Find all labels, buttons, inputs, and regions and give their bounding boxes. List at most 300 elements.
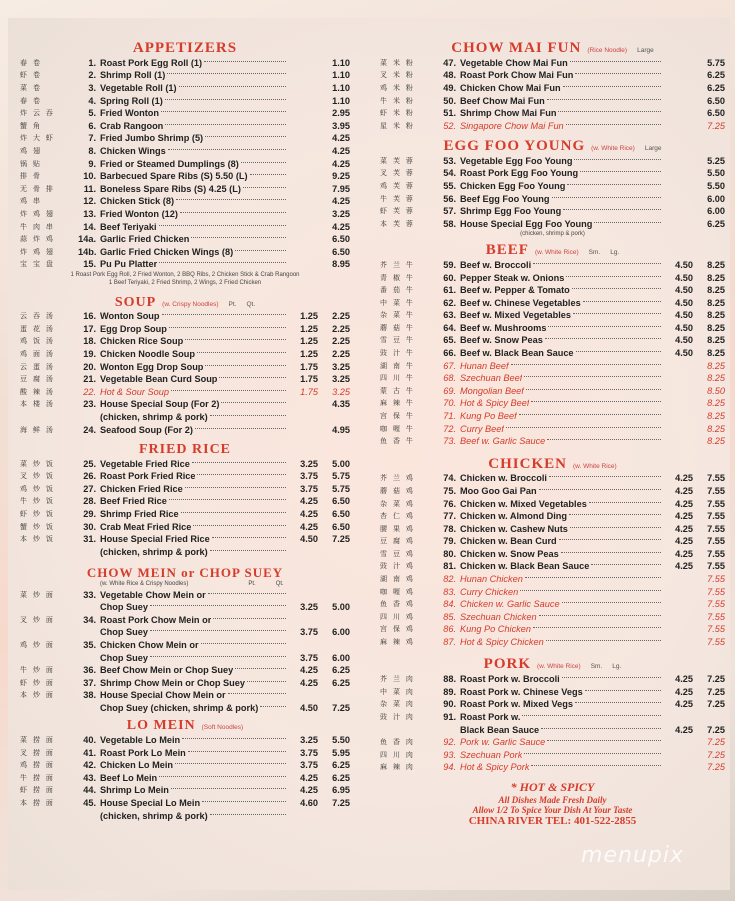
price-small: 4.25 bbox=[675, 699, 693, 710]
price-large: 7.55 bbox=[707, 511, 725, 522]
item-number: 74. bbox=[443, 473, 456, 484]
item-number: 82. bbox=[443, 574, 456, 585]
menu-item-beef bbox=[380, 309, 725, 322]
item-number: 30. bbox=[83, 521, 96, 532]
item-name: House Special Egg Foo Young bbox=[460, 218, 593, 229]
chinese-name: 咖 喱 牛 bbox=[380, 425, 415, 433]
item-number: 78. bbox=[443, 523, 456, 534]
chinese-name: 雪 豆 鸡 bbox=[380, 550, 415, 558]
menu-item-chicken bbox=[380, 623, 725, 636]
leader-dots bbox=[559, 539, 661, 540]
chinese-name: 虾 芙 蓉 bbox=[380, 208, 415, 216]
item-number: 21. bbox=[83, 374, 96, 385]
leader-dots bbox=[547, 439, 661, 440]
menu-item-fried-rice bbox=[20, 520, 350, 533]
chinese-name: 宝 宝 盘 bbox=[20, 261, 55, 269]
leader-dots bbox=[191, 237, 286, 238]
menu-item-chicken bbox=[380, 585, 725, 598]
leader-dots bbox=[594, 222, 661, 223]
item-number: 5. bbox=[88, 108, 96, 119]
item-name: Egg Drop Soup bbox=[100, 323, 167, 334]
item-name: Moo Goo Gai Pan bbox=[460, 485, 537, 496]
menu-item-appetizers bbox=[20, 132, 350, 145]
item-name: Chicken Rice Soup bbox=[100, 336, 184, 347]
price-large: 2.25 bbox=[332, 311, 350, 322]
price-large: 7.25 bbox=[332, 534, 350, 545]
leader-dots bbox=[548, 326, 661, 327]
leader-dots bbox=[531, 765, 661, 766]
menu-item-fried-rice bbox=[20, 457, 350, 470]
price-small: 4.50 bbox=[675, 322, 693, 333]
leader-dots bbox=[547, 99, 661, 100]
price-large: 7.55 bbox=[707, 637, 725, 648]
menu-item-appetizers bbox=[20, 245, 350, 258]
item-name: Chicken Stick (8) bbox=[100, 196, 175, 207]
menu-item-fried-rice bbox=[20, 483, 350, 496]
menu-item-chicken bbox=[380, 510, 725, 523]
menu-item-fried-rice bbox=[20, 545, 350, 558]
item-number: 14a. bbox=[78, 234, 96, 245]
menu-item-lo-mein bbox=[20, 759, 350, 772]
chinese-name: 酸 辣 汤 bbox=[20, 388, 55, 396]
leader-dots bbox=[549, 476, 661, 477]
menu-item-chow-mein bbox=[20, 651, 350, 664]
price-large: 7.55 bbox=[707, 624, 725, 635]
item-name: Szechuan Chicken bbox=[460, 611, 537, 622]
item-name: Beef w. Black Bean Sauce bbox=[460, 348, 574, 359]
item-name: Beef w. Snow Peas bbox=[460, 335, 543, 346]
chinese-name: 蒜 炸 鸡 bbox=[20, 236, 55, 244]
item-name: (chicken, shrimp & pork) bbox=[100, 810, 208, 821]
item-number: 36. bbox=[83, 665, 96, 676]
leader-dots bbox=[235, 250, 286, 251]
item-name: Hot & Sour Soup bbox=[100, 386, 169, 397]
chinese-name: 青 椒 牛 bbox=[380, 274, 415, 282]
chinese-name: 菜 卷 bbox=[20, 84, 42, 92]
leader-dots bbox=[547, 740, 661, 741]
menu-item-chicken bbox=[380, 611, 725, 624]
leader-dots bbox=[511, 364, 661, 365]
menu-item-chicken bbox=[380, 598, 725, 611]
leader-dots bbox=[545, 338, 661, 339]
item-name: Beef w. Mushrooms bbox=[460, 322, 547, 333]
item-number: 24. bbox=[83, 424, 96, 435]
price-small: 4.25 bbox=[300, 665, 318, 676]
item-number: 71. bbox=[443, 411, 456, 422]
chinese-name: 叉 捞 面 bbox=[20, 749, 55, 757]
price-large: 4.25 bbox=[332, 158, 350, 169]
item-name: Beef w. Broccoli bbox=[460, 259, 532, 270]
menu-item-chow-mein bbox=[20, 626, 350, 639]
price-large: 5.00 bbox=[332, 602, 350, 613]
item-name: Kung Po Beef bbox=[460, 411, 517, 422]
chinese-name: 麻 辣 鸡 bbox=[380, 639, 415, 647]
chow-mai-fun-list bbox=[380, 57, 725, 133]
leader-dots bbox=[573, 313, 661, 314]
item-number: 65. bbox=[443, 335, 456, 346]
price-large: 8.25 bbox=[707, 335, 725, 346]
item-number: 14. bbox=[83, 221, 96, 232]
item-number: 13. bbox=[83, 208, 96, 219]
item-number: 93. bbox=[443, 749, 456, 760]
chow-mein-list bbox=[20, 588, 350, 714]
chinese-name: 鸡 米 粉 bbox=[380, 84, 415, 92]
chinese-name: 豆 腐 鸡 bbox=[380, 538, 415, 546]
price-small: 4.25 bbox=[675, 724, 693, 735]
price-large: 7.55 bbox=[707, 574, 725, 585]
menu-item-chicken bbox=[380, 573, 725, 586]
item-name: Shrimp Chow Mein or Chop Suey bbox=[100, 677, 245, 688]
price-large: 8.25 bbox=[707, 360, 725, 371]
chinese-name: 芥 兰 鸡 bbox=[380, 475, 415, 483]
section-title-chow-mai-fun: CHOW MAI FUN (Rice Noodle) Large bbox=[451, 40, 654, 56]
item-name: Vegetable Chow Mein or bbox=[100, 589, 206, 600]
price-large: 7.55 bbox=[707, 485, 725, 496]
menu-item-pork bbox=[380, 736, 725, 749]
item-name: Chicken Fried Rice bbox=[100, 483, 183, 494]
price-small: 1.25 bbox=[300, 336, 318, 347]
chinese-name: 咖 喱 鸡 bbox=[380, 588, 415, 596]
item-number: 2. bbox=[88, 70, 96, 81]
chinese-name: 本 楼 汤 bbox=[20, 401, 55, 409]
leader-dots bbox=[221, 402, 286, 403]
chinese-name: 豆 腐 汤 bbox=[20, 376, 55, 384]
leader-dots bbox=[519, 414, 661, 415]
menu-item-appetizers bbox=[20, 258, 350, 271]
item-name: Vegetable Chow Mai Fun bbox=[460, 57, 568, 68]
menu-item-lo-mein bbox=[20, 809, 350, 822]
item-name: Beef w. Pepper & Tomato bbox=[460, 285, 570, 296]
item-name: Chicken Wings bbox=[100, 145, 166, 156]
item-number: 27. bbox=[83, 483, 96, 494]
chinese-name: 豉 汁 牛 bbox=[380, 350, 415, 358]
price-large: 6.50 bbox=[332, 521, 350, 532]
item-name: Chop Suey bbox=[100, 602, 148, 613]
leader-dots bbox=[169, 327, 286, 328]
item-name: Shrimp Fried Rice bbox=[100, 508, 179, 519]
price-large: 5.50 bbox=[707, 181, 725, 192]
item-number: 91. bbox=[443, 711, 456, 722]
section-title-chicken: CHICKEN (w. White Rice) bbox=[488, 455, 617, 472]
item-name: Roast Pork w. bbox=[460, 711, 521, 722]
menu-item-chicken bbox=[380, 472, 725, 485]
item-name: Chop Suey bbox=[100, 627, 148, 638]
item-name: Chicken Lo Mein bbox=[100, 760, 173, 771]
menu-item-beef bbox=[380, 410, 725, 423]
chinese-name: 鸡 面 汤 bbox=[20, 351, 55, 359]
price-large: 4.25 bbox=[332, 145, 350, 156]
item-name: Boneless Spare Ribs (S) 4.25 (L) bbox=[100, 183, 241, 194]
chinese-name: 本 炒 面 bbox=[20, 692, 55, 700]
chinese-name: 麻 辣 牛 bbox=[380, 400, 415, 408]
price-small: 4.50 bbox=[675, 259, 693, 270]
item-number: 20. bbox=[83, 361, 96, 372]
price-small: 3.75 bbox=[300, 747, 318, 758]
item-name: Chicken Chow Mein or bbox=[100, 640, 199, 651]
item-number: 23. bbox=[83, 399, 96, 410]
item-name: Pork w. Garlic Sauce bbox=[460, 737, 546, 748]
menu-item-beef bbox=[380, 372, 725, 385]
section-title-chow-mein: CHOW MEIN or CHOP SUEY bbox=[86, 565, 284, 581]
leader-dots bbox=[159, 225, 286, 226]
item-number: 86. bbox=[443, 624, 456, 635]
item-number: 10. bbox=[83, 171, 96, 182]
chinese-name: 鸡 芙 蓉 bbox=[380, 183, 415, 191]
item-number: 63. bbox=[443, 310, 456, 321]
item-name: Pu Pu Platter bbox=[100, 259, 158, 270]
item-number: 38. bbox=[83, 690, 96, 701]
item-name: House Special Fried Rice bbox=[100, 534, 210, 545]
chinese-name: 虾 炒 面 bbox=[20, 679, 55, 687]
hot-spicy-legend: * HOT & SPICY bbox=[510, 779, 595, 794]
item-name: Szechuan Beef bbox=[460, 373, 523, 384]
item-name: Chicken w. Almond Ding bbox=[460, 511, 568, 522]
item-name: Beef Egg Foo Young bbox=[460, 193, 550, 204]
item-name: Roast Pork w. Chinese Vegs bbox=[460, 686, 583, 697]
item-number: 16. bbox=[83, 311, 96, 322]
chinese-name: 湖 南 鸡 bbox=[380, 576, 415, 584]
section-title-lo-mein: LO MEIN (Soft Noodles) bbox=[126, 718, 244, 734]
menu-item-egg-foo-young bbox=[380, 155, 725, 168]
chinese-name: 星 米 粉 bbox=[380, 122, 415, 130]
item-number: 17. bbox=[83, 323, 96, 334]
leader-dots bbox=[165, 124, 286, 125]
item-name: Vegetable Roll (1) bbox=[100, 82, 177, 93]
price-large: 6.25 bbox=[332, 665, 350, 676]
price-large: 7.25 bbox=[707, 686, 725, 697]
item-number: 87. bbox=[443, 637, 456, 648]
leader-dots bbox=[180, 212, 286, 213]
item-name: Roast Pork Fried Rice bbox=[100, 471, 196, 482]
section-title-pork: PORK (w. White Rice) Sm. Lg. bbox=[483, 656, 622, 673]
chinese-name: 宫 保 牛 bbox=[380, 413, 415, 421]
chinese-name: 虾 捞 面 bbox=[20, 787, 55, 795]
price-small: 4.25 bbox=[675, 536, 693, 547]
leader-dots bbox=[572, 288, 661, 289]
chinese-name: 虾 炒 饭 bbox=[20, 510, 55, 518]
chinese-name: 云 吞 汤 bbox=[20, 313, 55, 321]
item-number: 29. bbox=[83, 508, 96, 519]
menu-item-soup bbox=[20, 310, 350, 323]
price-small: 4.50 bbox=[300, 703, 318, 713]
leader-dots bbox=[171, 788, 286, 789]
leader-dots bbox=[197, 474, 286, 475]
leader-dots bbox=[575, 702, 661, 703]
price-large: 7.55 bbox=[707, 561, 725, 572]
chinese-name: 叉 芙 蓉 bbox=[380, 170, 415, 178]
chinese-name: 蒙 古 牛 bbox=[380, 387, 415, 395]
chinese-name: 春 卷 bbox=[20, 59, 42, 67]
chinese-name: 牛 炒 饭 bbox=[20, 498, 55, 506]
menu-item-chow-mein bbox=[20, 601, 350, 614]
menu-item-egg-foo-young bbox=[380, 167, 725, 180]
item-number: 90. bbox=[443, 699, 456, 710]
leader-dots bbox=[539, 615, 661, 616]
item-number: 49. bbox=[443, 82, 456, 93]
chinese-name: 四 川 鸡 bbox=[380, 613, 415, 621]
leader-dots bbox=[526, 389, 661, 390]
menu-item-fried-rice bbox=[20, 508, 350, 521]
price-large: 6.25 bbox=[707, 70, 725, 81]
chinese-name: 杂 菜 肉 bbox=[380, 701, 415, 709]
leader-dots bbox=[159, 262, 286, 263]
chinese-name: 菜 炒 饭 bbox=[20, 460, 55, 468]
item-number: 89. bbox=[443, 686, 456, 697]
leader-dots bbox=[574, 159, 661, 160]
chinese-name: 炸 鸡 翅 bbox=[20, 248, 55, 256]
menu-item-beef bbox=[380, 296, 725, 309]
item-name: Roast Pork Chow Mein or bbox=[100, 614, 212, 625]
price-large: 6.00 bbox=[332, 627, 350, 638]
price-large: 8.50 bbox=[707, 385, 725, 396]
leader-dots bbox=[570, 527, 661, 528]
price-small: 3.75 bbox=[300, 652, 318, 663]
item-number: 81. bbox=[443, 561, 456, 572]
item-name: Roast Pork Egg Foo Young bbox=[460, 168, 579, 179]
chinese-name: 鸡 翅 bbox=[20, 147, 42, 155]
item-name: Hunan Chicken bbox=[460, 574, 523, 585]
item-name: Fried Wonton bbox=[100, 108, 160, 119]
leader-dots bbox=[583, 301, 661, 302]
chinese-name: 菜 米 粉 bbox=[380, 59, 415, 67]
section-title-beef: BEEF (w. White Rice) Sm. Lg. bbox=[485, 242, 620, 259]
chinese-name: 雪 豆 牛 bbox=[380, 337, 415, 345]
menu-item-fried-rice bbox=[20, 495, 350, 508]
price-large: 1.10 bbox=[332, 95, 350, 106]
item-name: Garlic Fried Chicken Wings (8) bbox=[100, 246, 234, 257]
menu-item-pork bbox=[380, 711, 725, 724]
menu-item-fried-rice bbox=[20, 470, 350, 483]
menu-item-appetizers bbox=[20, 69, 350, 82]
chinese-name: 牛 炒 面 bbox=[20, 667, 55, 675]
leader-dots bbox=[210, 814, 286, 815]
footer-line-2: Allow 1/2 To Spice Your Dish At Your Taste bbox=[472, 804, 633, 815]
leader-dots bbox=[566, 124, 661, 125]
item-name: Chop Suey (chicken, shrimp & pork) bbox=[100, 703, 259, 713]
price-large: 7.25 bbox=[332, 797, 350, 808]
price-large: 8.25 bbox=[707, 373, 725, 384]
menu-item-soup bbox=[20, 373, 350, 386]
item-number: 7. bbox=[88, 133, 96, 144]
item-name: Crab Meat Fried Rice bbox=[100, 521, 192, 532]
item-number: 55. bbox=[443, 181, 456, 192]
item-number: 1. bbox=[88, 57, 96, 68]
leader-dots bbox=[563, 209, 661, 210]
menu-item-appetizers bbox=[20, 82, 350, 95]
leader-dots bbox=[161, 111, 286, 112]
price-large: 6.95 bbox=[332, 785, 350, 796]
item-name: Beef w. Mixed Vegetables bbox=[460, 310, 571, 321]
leader-dots bbox=[201, 643, 286, 644]
price-small: 4.25 bbox=[300, 521, 318, 532]
menu-item-appetizers bbox=[20, 107, 350, 120]
item-name: Chicken w. Black Bean Sauce bbox=[460, 561, 590, 572]
right-column bbox=[380, 40, 725, 827]
leader-dots bbox=[185, 487, 286, 488]
menu-item-chow-mein bbox=[20, 588, 350, 601]
chinese-name: 中 菜 肉 bbox=[380, 688, 415, 696]
menu-item-lo-mein bbox=[20, 746, 350, 759]
price-large: 2.25 bbox=[332, 323, 350, 334]
item-name: Beef Lo Mein bbox=[100, 772, 158, 783]
price-small: 1.75 bbox=[300, 361, 318, 372]
leader-dots bbox=[228, 693, 286, 694]
pork-list bbox=[380, 673, 725, 774]
leader-dots bbox=[546, 640, 661, 641]
leader-dots bbox=[533, 627, 661, 628]
chinese-name: 炸 大 虾 bbox=[20, 135, 55, 143]
menu-item-fried-rice bbox=[20, 533, 350, 546]
item-name: Spring Roll (1) bbox=[100, 95, 163, 106]
chinese-name: 排 骨 bbox=[20, 173, 42, 181]
chinese-name: 本 捞 面 bbox=[20, 799, 55, 807]
price-large: 6.00 bbox=[707, 206, 725, 217]
price-large: 6.50 bbox=[332, 234, 350, 245]
chinese-name: 鱼 香 鸡 bbox=[380, 601, 415, 609]
item-name: Crab Rangoon bbox=[100, 120, 164, 131]
item-number: 54. bbox=[443, 168, 456, 179]
menu-item-chow-mein bbox=[20, 639, 350, 652]
menu-item-chow-mai-fun bbox=[380, 69, 725, 82]
restaurant-phone: CHINA RIVER TEL: 401-522-2855 bbox=[468, 814, 637, 827]
leader-dots bbox=[150, 630, 286, 631]
menu-item-lo-mein bbox=[20, 797, 350, 810]
leader-dots bbox=[533, 263, 661, 264]
price-small: 3.75 bbox=[300, 471, 318, 482]
item-name: Beef Fried Rice bbox=[100, 496, 167, 507]
price-large: 8.25 bbox=[707, 348, 725, 359]
item-name: (chicken, shrimp & pork) bbox=[100, 546, 208, 557]
item-number: 52. bbox=[443, 120, 456, 131]
item-number: 70. bbox=[443, 398, 456, 409]
item-number: 66. bbox=[443, 348, 456, 359]
item-number: 41. bbox=[83, 747, 96, 758]
price-small: 4.25 bbox=[675, 498, 693, 509]
item-number: 12. bbox=[83, 196, 96, 207]
menu-item-beef bbox=[380, 397, 725, 410]
menu-item-chicken bbox=[380, 535, 725, 548]
menu-item-pork bbox=[380, 748, 725, 761]
price-large: 2.95 bbox=[332, 108, 350, 119]
leader-dots bbox=[162, 314, 286, 315]
price-large: 7.25 bbox=[707, 749, 725, 760]
price-large: 8.95 bbox=[332, 259, 350, 270]
leader-dots bbox=[520, 590, 661, 591]
leader-dots bbox=[150, 605, 286, 606]
menu-item-beef bbox=[380, 347, 725, 360]
price-large: 6.50 bbox=[332, 508, 350, 519]
item-name: Hot & Spicy Beef bbox=[460, 398, 530, 409]
item-name: Roast Pork w. Mixed Vegs bbox=[460, 699, 574, 710]
leader-dots bbox=[210, 415, 286, 416]
price-large: 8.25 bbox=[707, 398, 725, 409]
item-number: 22. bbox=[83, 386, 96, 397]
menu-item-chow-mein bbox=[20, 677, 350, 690]
chow-mein-subtitle: (w. White Rice & Crispy Noodles) Pt. Qt. bbox=[100, 581, 284, 588]
chinese-name: 云 蛋 汤 bbox=[20, 363, 55, 371]
price-small: 4.25 bbox=[675, 561, 693, 572]
chinese-name: 叉 炒 饭 bbox=[20, 473, 55, 481]
leader-dots bbox=[569, 514, 661, 515]
item-number: 28. bbox=[83, 496, 96, 507]
item-number: 92. bbox=[443, 737, 456, 748]
menu-item-beef bbox=[380, 271, 725, 284]
menu-sheet bbox=[8, 18, 730, 890]
price-small: 4.25 bbox=[675, 674, 693, 685]
item-name: Hot & Spicy Chicken bbox=[460, 637, 544, 648]
leader-dots bbox=[181, 512, 286, 513]
leader-dots bbox=[531, 401, 661, 402]
